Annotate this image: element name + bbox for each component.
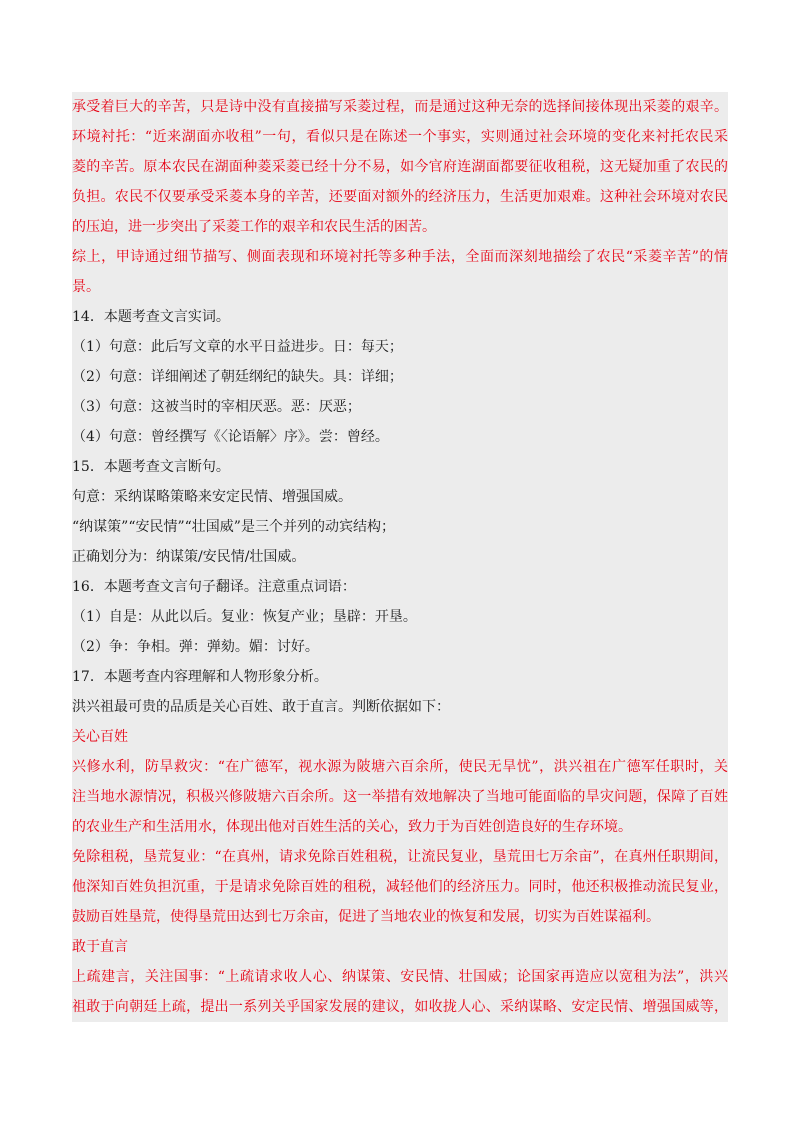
text-line: 鼓励百姓垦荒，使得垦荒田达到七万余亩，促进了当地农业的恢复和发展，切实为百姓谋福利。 <box>72 902 728 932</box>
text-line: 菱的辛苦。原本农民在湖面种菱采菱已经十分不易，如今官府连湖面都要征收租税，这无疑加重了农民的 <box>72 152 728 182</box>
text-line: （1）自是：从此以后。复业：恢复产业；垦辟：开垦。 <box>72 602 728 632</box>
text-line: 16．本题考查文言句子翻译。注意重点词语： <box>72 572 728 602</box>
text-line: 敢于直言 <box>72 932 728 962</box>
text-line: （2）争：争相。弹：弹劾。媚：讨好。 <box>72 632 728 662</box>
text-line: 上疏建言，关注国事：“上疏请求收人心、纳谋策、安民情、壮国威；论国家再造应以宽租为法”，洪兴 <box>72 962 728 992</box>
text-line: “纳谋策”“安民情”“壮国威”是三个并列的动宾结构； <box>72 512 728 542</box>
text-line: （4）句意：曾经撰写《〈论语解〉序》。尝：曾经。 <box>72 422 728 452</box>
text-line: （3）句意：这被当时的宰相厌恶。恶：厌恶； <box>72 392 728 422</box>
text-line: 14．本题考查文言实词。 <box>72 302 728 332</box>
text-line: 他深知百姓负担沉重，于是请求免除百姓的租税，减轻他们的经济压力。同时，他还积极推动流民复业， <box>72 872 728 902</box>
text-line: 关心百姓 <box>72 722 728 752</box>
text-line: 注当地水源情况，积极兴修陂塘六百余所。这一举措有效地解决了当地可能面临的旱灾问题，保障了百姓 <box>72 782 728 812</box>
text-line: （1）句意：此后写文章的水平日益进步。日：每天； <box>72 332 728 362</box>
text-line: 祖敢于向朝廷上疏，提出一系列关乎国家发展的建议，如收拢人心、采纳谋略、安定民情、增强国威等， <box>72 992 728 1022</box>
text-line: （2）句意：详细阐述了朝廷纲纪的缺失。具：详细； <box>72 362 728 392</box>
text-line: 兴修水利，防旱救灾：“在广德军，视水源为陂塘六百余所，使民无旱忧”，洪兴祖在广德军任职时，关 <box>72 752 728 782</box>
text-line: 景。 <box>72 272 728 302</box>
text-line: 环境衬托：“近来湖面亦收租”一句，看似只是在陈述一个事实，实则通过社会环境的变化来衬托农民采 <box>72 122 728 152</box>
text-line: 洪兴祖最可贵的品质是关心百姓、敢于直言。判断依据如下： <box>72 692 728 722</box>
text-line: 负担。农民不仅要承受采菱本身的辛苦，还要面对额外的经济压力，生活更加艰难。这种社会环境对农民 <box>72 182 728 212</box>
text-line: 承受着巨大的辛苦，只是诗中没有直接描写采菱过程，而是通过这种无奈的选择间接体现出采菱的艰辛。 <box>72 92 728 122</box>
text-line: 17．本题考查内容理解和人物形象分析。 <box>72 662 728 692</box>
text-line: 综上，甲诗通过细节描写、侧面表现和环境衬托等多种手法，全面而深刻地描绘了农民“采菱辛苦”的情 <box>72 242 728 272</box>
answer-text-body <box>72 92 728 1022</box>
text-line: 15．本题考查文言断句。 <box>72 452 728 482</box>
text-line: 的农业生产和生活用水，体现出他对百姓生活的关心，致力于为百姓创造良好的生存环境。 <box>72 812 728 842</box>
text-line: 的压迫，进一步突出了采菱工作的艰辛和农民生活的困苦。 <box>72 212 728 242</box>
text-line: 句意：采纳谋略策略来安定民情、增强国威。 <box>72 482 728 512</box>
text-line: 免除租税，垦荒复业：“在真州，请求免除百姓租税，让流民复业，垦荒田七万余亩”，在真州任职期间， <box>72 842 728 872</box>
text-line: 正确划分为：纳谋策/安民情/壮国威。 <box>72 542 728 572</box>
